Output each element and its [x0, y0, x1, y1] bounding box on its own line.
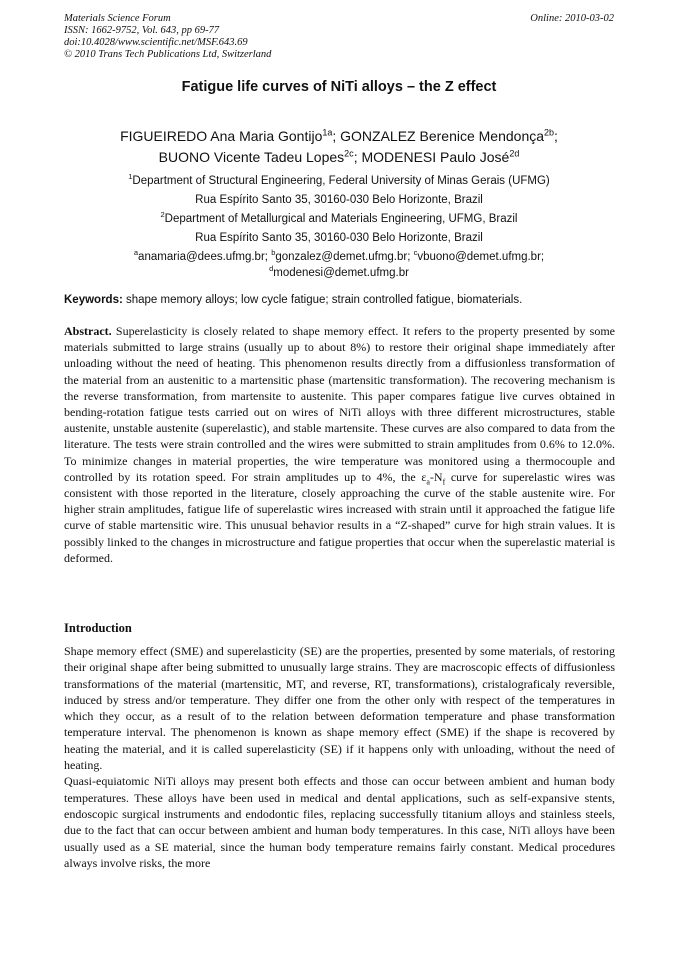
- email-b-sup: b: [271, 248, 276, 258]
- author-line-1: [60, 126, 618, 147]
- email-d-sup: d: [269, 264, 274, 274]
- author-1: FIGUEIREDO Ana Maria Gontijo: [120, 128, 323, 144]
- introduction-paragraph-2: Quasi-equiatomic NiTi alloys may present both effects and those can occur between ambient and human body temperatures. These alloys have been used in medical and dental applications, such as self-expansive stents, endoscopic surgical instruments and endodontic files, replacing successfully titanium alloys and stainless steels, due to the fact that can occur between ambient and human body temperatures. In this case, NiTi alloys have been usually used as a SE material, since the human body temperature remains fairly constant. Medical procedures always involve risks, the more: [64, 774, 615, 870]
- email-a-sup: a: [133, 248, 139, 258]
- keywords: [64, 293, 616, 308]
- abstract-sub-a: a: [426, 477, 430, 487]
- email-c-sup: c: [413, 248, 418, 258]
- abstract-text-1: Superelasticity is closely related to shape memory effect. It refers to the property presented by some materials submitted to large strains (usually up to about 8%) to restore their original shape immediately after unloading without the need of heating. This phenomenon results directly from a diffusionless transformation of the material from an austenitic to a martensitic phase (martensitic transformation). The recovering mechanism is the reverse transformation, from martensite to austenite. This paper compares fatigue live curves obtained in bending-rotation fatigue tests carried out on wires of NiTi alloys with three different microstructures, stable austenite, unstable austenite (superelastic), and stable martensite. These curves are also compared to data from the literature. The tests were strain controlled and the wires were submitted to strain amplitudes from 0.6% to 12.0%. To minimize changes in material properties, the wire temperature was monitored using a thermocouple and controlled by its rotation speed. For strain amplitudes up to 4%, the ε: [64, 324, 615, 484]
- email-d[interactable]: modenesi@demet.ufmg.br: [273, 267, 409, 279]
- issn-line: ISSN: 1662-9752, Vol. 643, pp 69-77: [64, 25, 220, 36]
- copyright-line: © 2010 Trans Tech Publications Ltd, Switzerland: [64, 49, 272, 60]
- affiliation-1-text: Department of Structural Engineering, Federal University of Minas Gerais (UFMG): [132, 175, 550, 187]
- email-c[interactable]: vbuono@demet.ufmg.br;: [417, 251, 545, 263]
- abstract-sub-f: f: [442, 477, 446, 487]
- journal-header: [64, 13, 271, 61]
- author-3: BUONO Vicente Tadeu Lopes: [158, 149, 345, 165]
- author-separator: ;: [554, 128, 558, 144]
- abstract-text-2: curve for superelastic wires was consistent with those reported in the literature, closely approaching the curve of the stable austenite wire. For higher strain amplitudes, fatigue life of superelastic wires increased with strain until it approached the fatigue life curve of stable martensitic wire. This unusual behavior results in a “Z-shaped” curve for high strain values. It is possibly linked to the changes in microstructure and fatigue properties that occur when the superelastic material is deformed.: [64, 469, 615, 565]
- affiliation-2-text: Department of Metallurgical and Materials Engineering, UFMG, Brazil: [164, 213, 518, 225]
- introduction-paragraph-1: Shape memory effect (SME) and superelasticity (SE) are the properties, presented by some materials, of restoring their original shape after being submitted to unusually large strains. They are macroscopic effects of diffusionless transformations of the material (martensitic, MT, and reverse, RT, transformations), cristalograficaly reversible, induced by stress and/or temperature. They differ one from the other only with respect of the temperatures in which they occur, as a result of to the relation between deformation temperature and phase transformation temperature interval. The phenomenon is known as shape memory effect (SME) if the shape is recovered by heating the material, and it is called superelasticity (SE) if it happens only with unloading, without the need of heating.: [64, 644, 615, 773]
- journal-name: Materials Science Forum: [64, 13, 171, 24]
- author-4-sup: 2d: [509, 148, 520, 159]
- author-list: [60, 126, 618, 168]
- keywords-text: shape memory alloys; low cycle fatigue; strain controlled fatigue, biomaterials.: [122, 294, 523, 306]
- author-2: ; GONZALEZ Berenice Mendonça: [332, 128, 545, 144]
- author-line-2: [60, 147, 618, 168]
- online-date: Online: 2010-03-02: [530, 13, 614, 24]
- affiliation-2: [60, 210, 618, 229]
- abstract-dash: -N: [429, 469, 443, 484]
- abstract: [64, 323, 615, 566]
- affiliation-1: [60, 172, 618, 191]
- email-line-1: [60, 250, 618, 264]
- affiliations: [60, 172, 618, 280]
- introduction-body: [64, 643, 615, 871]
- keywords-label: Keywords:: [64, 294, 123, 306]
- author-1-sup: 1a: [322, 127, 333, 138]
- affiliation-1-address: Rua Espírito Santo 35, 30160-030 Belo Horizonte, Brazil: [195, 194, 483, 206]
- author-3-sup: 2c: [344, 148, 354, 159]
- affiliation-2-address: Rua Espírito Santo 35, 30160-030 Belo Horizonte, Brazil: [195, 232, 483, 244]
- author-2-sup: 2b: [544, 127, 555, 138]
- abstract-label: Abstract.: [64, 324, 112, 338]
- doi-line: doi:10.4028/www.scientific.net/MSF.643.69: [64, 37, 248, 48]
- paper-title: Fatigue life curves of NiTi alloys – the Z effect: [181, 79, 497, 95]
- affiliation-1-sup: 1: [128, 172, 133, 182]
- email-a[interactable]: anamaria@dees.ufmg.br;: [138, 251, 272, 263]
- author-4: ; MODENESI Paulo José: [353, 149, 510, 165]
- affiliation-2-sup: 2: [160, 210, 165, 220]
- email-b[interactable]: gonzalez@demet.ufmg.br;: [275, 251, 414, 263]
- email-line-2: [60, 266, 618, 280]
- introduction-heading: Introduction: [64, 621, 132, 635]
